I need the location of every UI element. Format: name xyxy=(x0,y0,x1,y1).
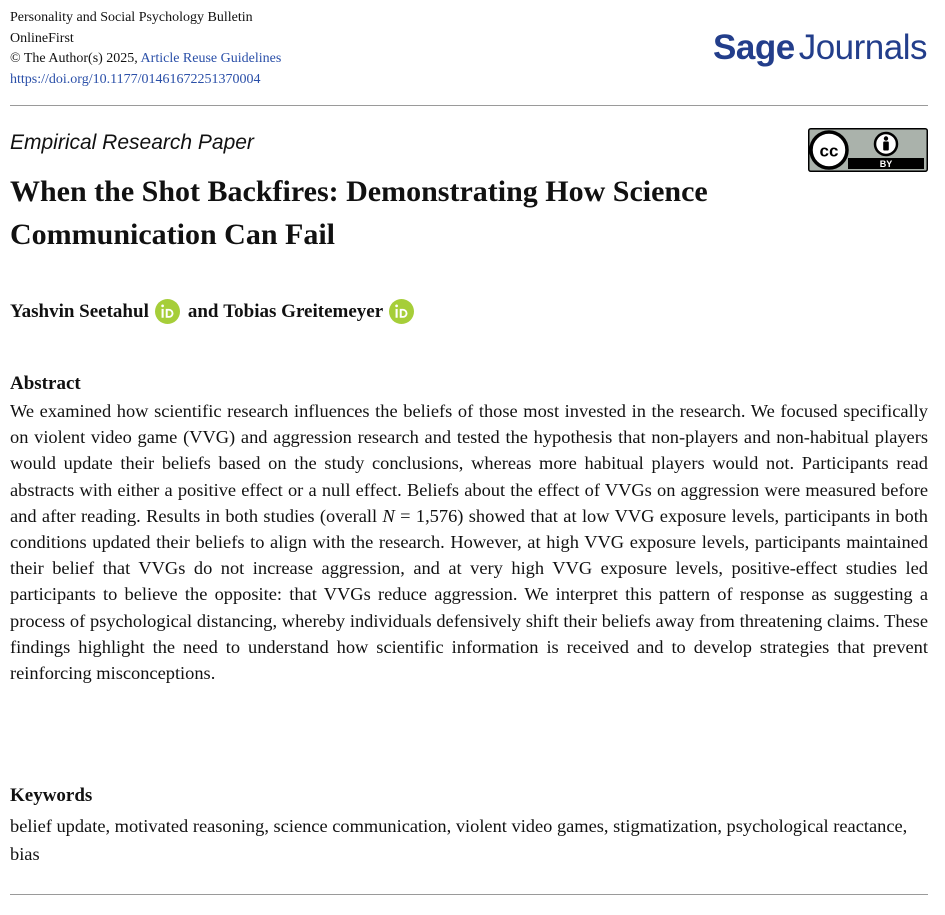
sage-journals-logo[interactable] xyxy=(713,28,927,68)
publication-status: OnlineFirst xyxy=(10,30,74,46)
copyright-line xyxy=(10,49,281,70)
doi-link[interactable]: https://doi.org/10.1177/01461672251370004 xyxy=(10,71,261,87)
orcid-icon[interactable] xyxy=(155,299,180,324)
author-name[interactable]: Yashvin Seetahul xyxy=(10,300,149,322)
article-type: Empirical Research Paper xyxy=(10,131,254,154)
author-connector: and xyxy=(187,300,219,322)
author-list xyxy=(10,299,422,324)
abstract-heading: Abstract xyxy=(10,373,81,394)
reuse-guidelines-link[interactable]: Article Reuse Guidelines xyxy=(140,51,282,66)
copyright-text: © The Author(s) 2025, xyxy=(10,51,141,66)
orcid-icon[interactable] xyxy=(389,299,414,324)
abstract-text-part2: = 1,576) showed that at low VVG exposure levels, participants in both conditions updated their beliefs to align with the research. However, at high VVG exposure levels, participants maintained their belief that VVGs do not increase aggression, and at very high VVG exposure levels, positive-effect studies led participants to believe the opposite: that VVGs reduce aggression. We interpret this pattern of response as suggesting a process of psychological distancing, whereby individuals defensively shift their beliefs away from threatening claims. These findings highlight the need to understand how scientific information is received and to develop strategies that prevent reinforcing misconceptions. xyxy=(10,505,929,684)
license-label: BY xyxy=(879,159,893,169)
logo-part-sage: Sage xyxy=(713,28,795,67)
logo-part-journals: Journals xyxy=(798,28,927,67)
keywords-list: belief update, motivated reasoning, science communication, violent video games, stigmatization, psychological reactance, bias xyxy=(10,816,908,864)
journal-meta xyxy=(10,8,281,90)
cc-by-license-badge[interactable] xyxy=(808,128,928,172)
attribution-icon xyxy=(875,133,897,155)
sample-size-symbol: N xyxy=(382,505,395,526)
footer-divider xyxy=(10,894,928,895)
keywords-section xyxy=(10,784,928,868)
abstract-text xyxy=(10,398,928,686)
article-title: When the Shot Backfires: Demonstrating How Science Communication Can Fail xyxy=(10,175,708,251)
svg-text:cc: cc xyxy=(819,141,839,161)
keywords-heading: Keywords xyxy=(10,785,93,806)
abstract-text-part1: We examined how scientific research influences the beliefs of those most invested in the research. We focused specifically on violent video game (VVG) and aggression research and tested the hypothesis that non-players and non-habitual players would update their beliefs based on the study conclusions, whereas more habitual players would not. Participants read abstracts with either a positive effect or a null effect. Beliefs about the effect of VVGs on aggression were measured before and after reading. Results in both studies (overall xyxy=(10,401,928,526)
cc-icon xyxy=(811,132,847,168)
journal-name: Personality and Social Psychology Bulletin xyxy=(10,10,253,25)
author-name[interactable]: Tobias Greitemeyer xyxy=(223,300,384,322)
abstract-section xyxy=(10,372,928,686)
header-divider xyxy=(10,105,928,106)
